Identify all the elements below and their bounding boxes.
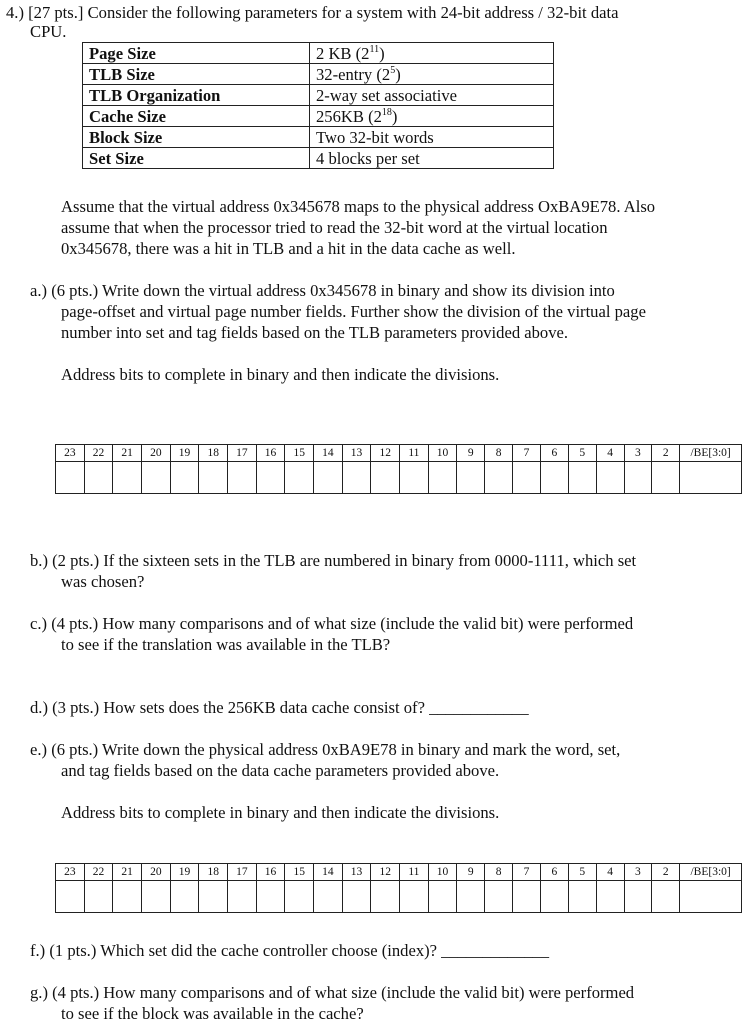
- parameter-name: Set Size: [83, 148, 310, 169]
- question-b: [30, 550, 636, 592]
- bit-cell[interactable]: [342, 881, 371, 913]
- bit-number: 21: [113, 864, 142, 881]
- parameter-row: [83, 85, 554, 106]
- bit-cell[interactable]: [170, 881, 199, 913]
- parameter-exponent: 18: [381, 106, 392, 118]
- bit-cell[interactable]: [170, 462, 199, 494]
- question-g-line: g.) (4 pts.) How many comparisons and of what size (include the valid bit) were performed: [30, 983, 635, 1002]
- bit-cell[interactable]: [485, 881, 513, 913]
- parameter-row: [83, 106, 554, 127]
- bit-number: 13: [342, 864, 371, 881]
- parameter-name: Block Size: [83, 127, 310, 148]
- bit-number: 6: [540, 445, 568, 462]
- bit-number: 2: [652, 445, 680, 462]
- question-a-line: page-offset and virtual page number fields. Further show the division of the virtual page: [61, 302, 646, 321]
- bit-number: 11: [400, 864, 429, 881]
- parameter-value: [310, 148, 554, 169]
- bit-cell[interactable]: [113, 881, 142, 913]
- bit-cell[interactable]: [371, 881, 400, 913]
- bit-cell[interactable]: [596, 462, 624, 494]
- bit-cell[interactable]: [84, 881, 113, 913]
- bit-cell[interactable]: [652, 881, 680, 913]
- bit-number: 18: [199, 864, 228, 881]
- parameter-value: [310, 127, 554, 148]
- question-f: [30, 940, 549, 961]
- bit-cell[interactable]: [371, 462, 400, 494]
- bit-number: 12: [371, 864, 400, 881]
- question-a-line: number into set and tag fields based on the TLB parameters provided above.: [61, 323, 569, 342]
- bit-number: 8: [485, 864, 513, 881]
- parameter-value: [310, 43, 554, 64]
- bit-cell[interactable]: [84, 462, 113, 494]
- physical-address-bit-table: [55, 863, 742, 913]
- question-g-line: to see if the block was available in the cache?: [61, 1004, 364, 1023]
- bit-entry-row: [56, 462, 742, 494]
- bit-number: 17: [228, 445, 257, 462]
- question-b-line: b.) (2 pts.) If the sixteen sets in the TLB are numbered in binary from 0000-1111, which set: [30, 551, 637, 570]
- bit-number: 19: [170, 864, 199, 881]
- parameter-value: [310, 106, 554, 127]
- bit-cell[interactable]: [199, 881, 228, 913]
- question-e: [30, 739, 620, 781]
- parameter-name: TLB Organization: [83, 85, 310, 106]
- bit-cell[interactable]: [428, 881, 457, 913]
- parameter-value-text: 256KB (2: [316, 106, 382, 126]
- intro-line: assume that when the processor tried to read the 32-bit word at the virtual location: [61, 218, 608, 237]
- bit-cell[interactable]: [400, 881, 429, 913]
- bit-number: 8: [485, 445, 513, 462]
- parameter-value-tail: ): [379, 43, 385, 63]
- bit-cell[interactable]: [457, 881, 485, 913]
- bit-number: 10: [428, 445, 457, 462]
- question-c: [30, 613, 633, 655]
- bit-number: 14: [314, 864, 343, 881]
- bit-number: 15: [285, 445, 314, 462]
- bit-cell[interactable]: [314, 881, 343, 913]
- bit-cell[interactable]: [540, 462, 568, 494]
- bit-cell[interactable]: [624, 881, 652, 913]
- bit-cell[interactable]: [624, 462, 652, 494]
- bit-number-row: [56, 864, 742, 881]
- bit-cell[interactable]: [342, 462, 371, 494]
- bit-cell[interactable]: [256, 881, 285, 913]
- question-e-line: e.) (6 pts.) Write down the physical address 0xBA9E78 in binary and mark the word, set,: [30, 740, 621, 759]
- parameter-value-text: 32-entry (2: [316, 64, 391, 84]
- parameter-name: Cache Size: [83, 106, 310, 127]
- bit-cell[interactable]: [285, 462, 314, 494]
- bit-number: 9: [457, 445, 485, 462]
- byte-enable-label: /BE[3:0]: [680, 445, 742, 462]
- byte-enable-cell[interactable]: [680, 462, 742, 494]
- bit-number: 20: [142, 445, 171, 462]
- bit-number: 21: [113, 445, 142, 462]
- bit-number: 16: [256, 864, 285, 881]
- bit-number: 18: [199, 445, 228, 462]
- bit-cell[interactable]: [513, 881, 541, 913]
- bit-cell[interactable]: [56, 881, 85, 913]
- bit-number: 9: [457, 864, 485, 881]
- bit-cell[interactable]: [485, 462, 513, 494]
- bit-cell[interactable]: [457, 462, 485, 494]
- parameter-value-text: 4 blocks per set: [316, 148, 420, 168]
- parameter-row: [83, 43, 554, 64]
- bit-cell[interactable]: [142, 881, 171, 913]
- question-e-instruction: Address bits to complete in binary and then indicate the divisions.: [61, 803, 500, 822]
- bit-number: 17: [228, 864, 257, 881]
- byte-enable-label: /BE[3:0]: [680, 864, 742, 881]
- bit-number: 7: [513, 864, 541, 881]
- parameter-name: TLB Size: [83, 64, 310, 85]
- bit-number: 20: [142, 864, 171, 881]
- bit-number: 3: [624, 864, 652, 881]
- bit-number: 6: [540, 864, 568, 881]
- bit-cell[interactable]: [228, 462, 257, 494]
- bit-number: 22: [84, 445, 113, 462]
- bit-cell[interactable]: [652, 462, 680, 494]
- parameter-value-tail: ): [395, 64, 401, 84]
- question-a: [30, 280, 646, 343]
- bit-cell[interactable]: [596, 881, 624, 913]
- question-c-line: c.) (4 pts.) How many comparisons and of what size (include the valid bit) were performed: [30, 614, 634, 633]
- bit-cell[interactable]: [56, 462, 85, 494]
- bit-cell[interactable]: [428, 462, 457, 494]
- bit-number: 3: [624, 445, 652, 462]
- bit-number: 4: [596, 445, 624, 462]
- bit-entry-row: [56, 881, 742, 913]
- question-e-line: and tag fields based on the data cache parameters provided above.: [61, 761, 500, 780]
- question-d-line: d.) (3 pts.) How sets does the 256KB data cache consist of? ____________: [30, 698, 529, 717]
- bit-number: 15: [285, 864, 314, 881]
- bit-number: 7: [513, 445, 541, 462]
- bit-cell[interactable]: [199, 462, 228, 494]
- question-b-line: was chosen?: [61, 572, 145, 591]
- question-a-instruction: Address bits to complete in binary and then indicate the divisions.: [61, 365, 500, 384]
- parameter-table: [82, 42, 554, 169]
- question-c-line: to see if the translation was available in the TLB?: [61, 635, 391, 654]
- parameter-value: [310, 85, 554, 106]
- parameter-value-text: 2-way set associative: [316, 85, 457, 105]
- question-g: [30, 982, 634, 1024]
- bit-number: 2: [652, 864, 680, 881]
- bit-number: 5: [568, 864, 596, 881]
- question-f-line: f.) (1 pts.) Which set did the cache controller choose (index)? _____________: [30, 941, 550, 960]
- parameter-row: [83, 148, 554, 169]
- bit-cell[interactable]: [540, 881, 568, 913]
- intro-line: Assume that the virtual address 0x345678 maps to the physical address OxBA9E78. Also: [61, 197, 656, 216]
- parameter-row: [83, 64, 554, 85]
- bit-number: 12: [371, 445, 400, 462]
- bit-number: 16: [256, 445, 285, 462]
- bit-number: 22: [84, 864, 113, 881]
- bit-number: 23: [56, 445, 85, 462]
- intro-paragraph: [61, 196, 655, 259]
- bit-cell[interactable]: [142, 462, 171, 494]
- bit-cell[interactable]: [568, 881, 596, 913]
- bit-number: 13: [342, 445, 371, 462]
- question-header-line2: CPU.: [30, 22, 67, 41]
- bit-cell[interactable]: [400, 462, 429, 494]
- parameter-exponent: 11: [369, 43, 380, 55]
- bit-number: 11: [400, 445, 429, 462]
- bit-number-row: [56, 445, 742, 462]
- intro-line: 0x345678, there was a hit in TLB and a hit in the data cache as well.: [61, 239, 516, 258]
- question-d: [30, 697, 529, 718]
- parameter-value-tail: ): [391, 106, 398, 126]
- question-header-line1: 4.) [27 pts.] Consider the following parameters for a system with 24-bit address / 32-bit data: [6, 3, 619, 22]
- bit-cell[interactable]: [513, 462, 541, 494]
- bit-cell[interactable]: [285, 881, 314, 913]
- bit-number: 23: [56, 864, 85, 881]
- bit-number: 10: [428, 864, 457, 881]
- bit-cell[interactable]: [568, 462, 596, 494]
- bit-number: 14: [314, 445, 343, 462]
- bit-number: 4: [596, 864, 624, 881]
- parameter-row: [83, 127, 554, 148]
- virtual-address-bit-table: [55, 444, 742, 494]
- bit-cell[interactable]: [228, 881, 257, 913]
- byte-enable-cell[interactable]: [680, 881, 742, 913]
- parameter-value: [310, 64, 554, 85]
- bit-cell[interactable]: [113, 462, 142, 494]
- bit-cell[interactable]: [314, 462, 343, 494]
- parameter-value-text: Two 32-bit words: [316, 127, 434, 147]
- bit-number: 19: [170, 445, 199, 462]
- bit-number: 5: [568, 445, 596, 462]
- question-a-line: a.) (6 pts.) Write down the virtual address 0x345678 in binary and show its division into: [30, 281, 615, 300]
- parameter-name: Page Size: [83, 43, 310, 64]
- bit-cell[interactable]: [256, 462, 285, 494]
- parameter-exponent: 5: [390, 64, 396, 76]
- parameter-value-text: 2 KB (2: [316, 43, 370, 63]
